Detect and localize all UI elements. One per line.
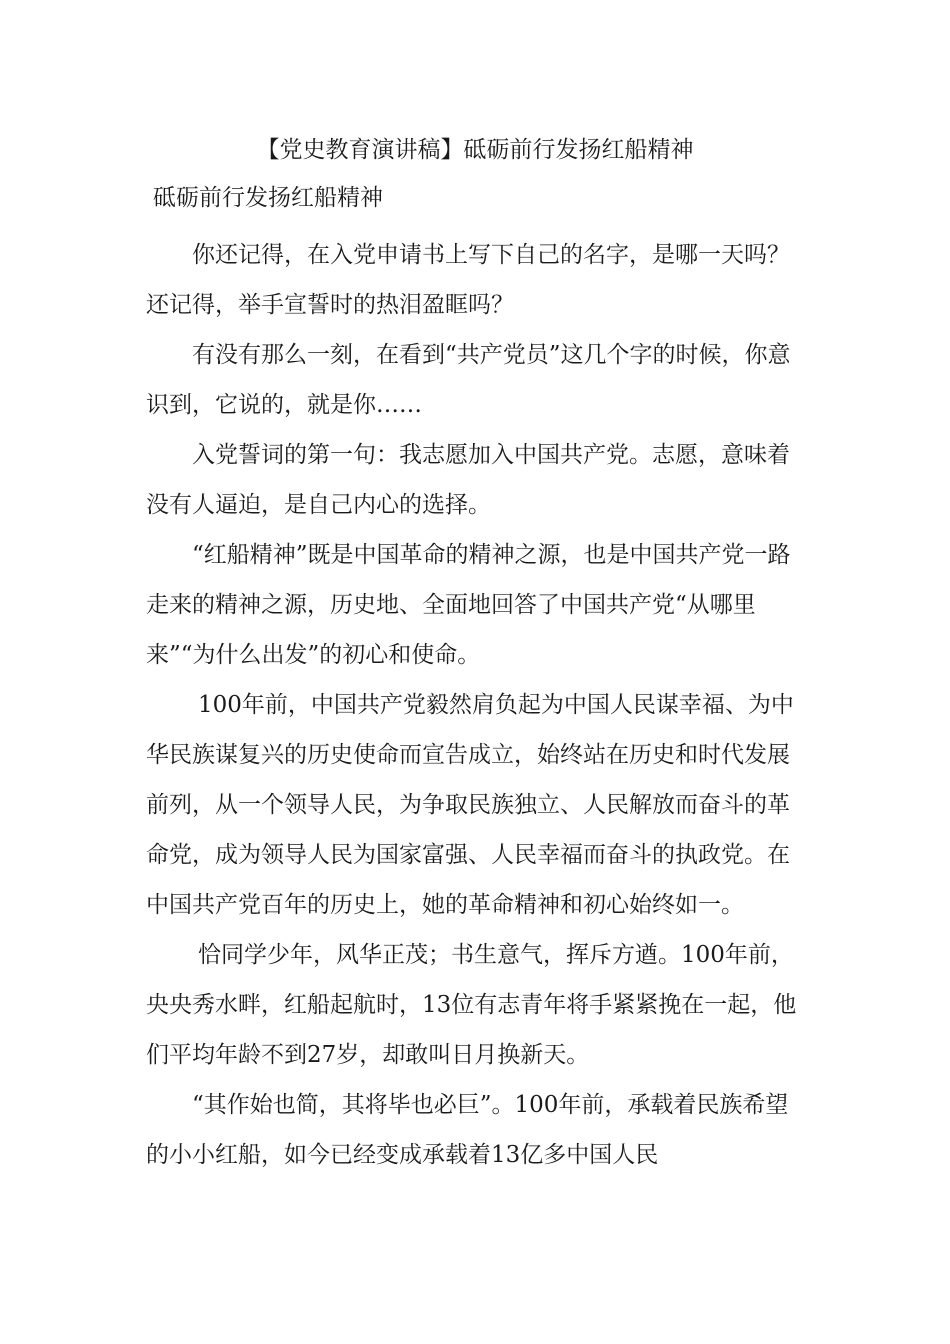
- paragraph: “其作始也简，其将毕也必巨”。100年前，承载着民族希望的小小红船，如今已经变成承载着13亿多中国人民: [146, 1092, 789, 1168]
- paragraph: 入党誓词的第一句：我志愿加入中国共产党。志愿，意味着没有人逼迫，是自己内心的选择。: [146, 442, 790, 518]
- paragraph: 有没有那么一刻，在看到“共产党员”这几个字的时候，你意识到，它说的，就是你……: [146, 342, 791, 418]
- document-title: 【党史教育演讲稿】砥砺前行发扬红船精神: [256, 137, 694, 163]
- document-subtitle: 砥砺前行发扬红船精神: [153, 185, 383, 211]
- document-body: [146, 230, 810, 1180]
- paragraph: 你还记得，在入党申请书上写下自己的名字，是哪一天吗？还记得，举手宣誓时的热泪盈眶吗？: [146, 242, 790, 318]
- paragraph: 恰同学少年，风华正茂；书生意气，挥斥方遒。100年前，央央秀水畔，红船起航时，13位有志青年将手紧紧挽在一起，他们平均年龄不到27岁，却敢叫日月换新天。: [146, 942, 797, 1068]
- paragraph: 100年前，中国共产党毅然肩负起为中国人民谋幸福、为中华民族谋复兴的历史使命而宣告成立，始终站在历史和时代发展前列，从一个领导人民，为争取民族独立、人民解放而奋斗的革命党，成为领导人民为国家富强、人民幸福而奋斗的执政党。在中国共产党百年的历史上，她的革命精神和初心始终如一。: [146, 692, 794, 918]
- paragraph: “红船精神”既是中国革命的精神之源，也是中国共产党一路走来的精神之源，历史地、全面地回答了中国共产党“从哪里来”“为什么出发”的初心和使命。: [146, 542, 791, 668]
